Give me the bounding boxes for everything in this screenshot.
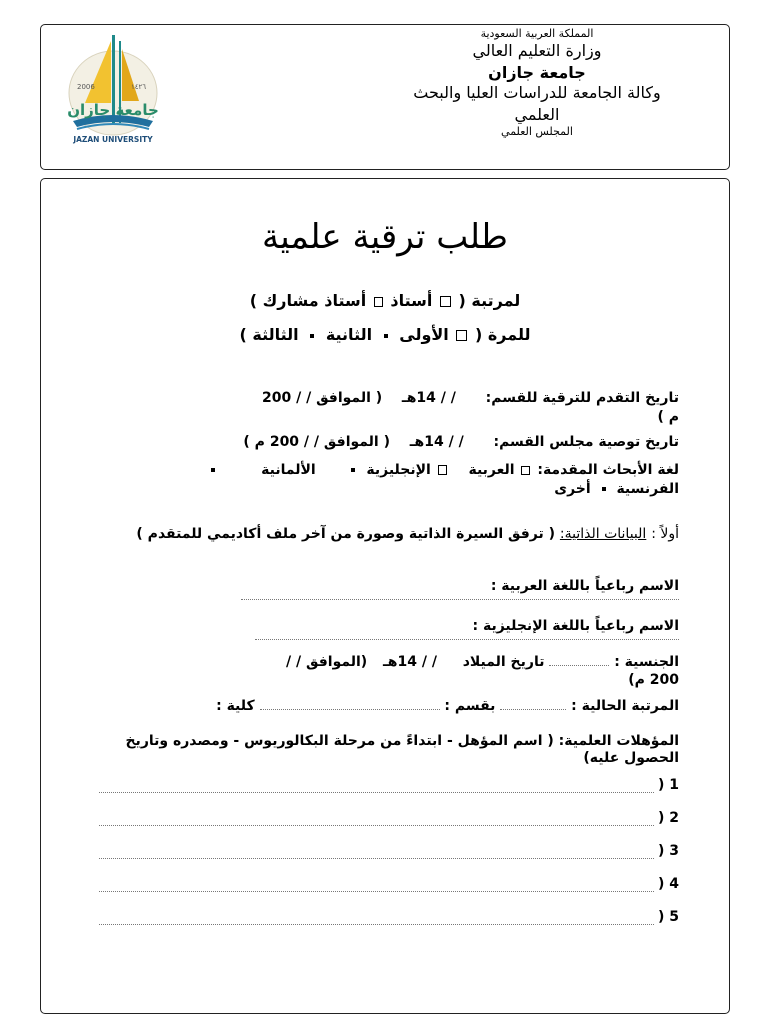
rank-prefix: لمرتبة ( [458, 291, 521, 310]
council-date-greg[interactable]: ( الموافق / / 200 م ) [243, 434, 390, 450]
college-label: كلية : [216, 698, 255, 714]
current-rank-label: المرتبة الحالية : [571, 698, 679, 714]
deanship-line-cont: العلمي [514, 105, 560, 124]
times-second-bullet[interactable] [384, 334, 388, 338]
logo-year-left: 2006 [77, 83, 95, 91]
current-rank-input[interactable] [500, 709, 566, 710]
lang-english-label: الإنجليزية [366, 462, 431, 478]
times-second-label: الثانية [325, 325, 373, 344]
language-label: لغة الأبحاث المقدمة: [537, 462, 679, 478]
apply-date-tail: م ) [657, 409, 679, 425]
times-first-label: الأولى [399, 325, 449, 344]
rank-associate-checkbox[interactable] [374, 297, 383, 307]
name-ar-input-line[interactable] [241, 599, 679, 600]
rank-professor-checkbox[interactable] [440, 296, 451, 307]
qualification-number-5: 5 ( [657, 909, 679, 925]
council-date-hijri[interactable]: / / 14هـ [409, 434, 464, 450]
section1-heading [99, 525, 679, 544]
apply-date-label: تاريخ التقدم للترقية للقسم: [485, 390, 679, 406]
form-box [40, 178, 730, 1014]
nationality-label: الجنسية : [614, 654, 679, 670]
birth-tail: 200 م) [628, 672, 679, 688]
lang-english-checkbox[interactable] [438, 465, 447, 475]
qualification-line-3[interactable] [89, 843, 679, 859]
rank-professor-label: أستاذ [390, 291, 433, 310]
logo-year-right: ١٤٢٦ [131, 83, 147, 91]
dept-label: بقسم : [444, 698, 496, 714]
qualification-number-3: 3 ( [657, 843, 679, 859]
apply-date-row [99, 389, 679, 407]
lang-french-label: الفرنسية [616, 481, 679, 497]
dept-input[interactable] [260, 709, 440, 710]
birth-greg[interactable]: (الموافق / / [286, 654, 368, 670]
current-rank-row [99, 697, 679, 715]
lang-german-bullet[interactable] [351, 468, 355, 472]
rank-row [41, 291, 729, 310]
logo-arabic-text: جامعة جازان [67, 101, 159, 119]
language-row [99, 461, 679, 479]
ministry-line: وزارة التعليم العالي [472, 41, 602, 60]
lang-other-bullet[interactable] [602, 487, 606, 491]
lang-arabic-label: العربية [468, 462, 515, 478]
council-date-row [99, 433, 679, 451]
logo-english-text: JAZAN UNIVERSITY [73, 135, 153, 144]
lang-german-label: الألمانية [261, 462, 316, 478]
birth-hijri[interactable]: / / 14هـ [382, 654, 437, 670]
council-date-label: تاريخ توصية مجلس القسم: [493, 434, 679, 450]
birth-label: تاريخ الميلاد [462, 654, 545, 670]
university-line: جامعة جازان [488, 63, 586, 82]
apply-date-hijri[interactable]: / / 14هـ [401, 390, 456, 406]
times-third-label: الثالثة ) [239, 325, 299, 344]
qualification-line-1[interactable] [89, 777, 679, 793]
lang-french-bullet[interactable] [211, 468, 215, 472]
name-en-label: الاسم رباعياً باللغة الإنجليزية : [472, 618, 679, 634]
deanship-line: وكالة الجامعة للدراسات العليا والبحث [413, 83, 661, 102]
header-box [40, 24, 730, 170]
qualification-number-2: 2 ( [657, 810, 679, 826]
lang-other-label: أخرى [554, 481, 591, 497]
nationality-input[interactable] [549, 665, 609, 666]
university-logo [63, 31, 163, 149]
qualification-line-5[interactable] [89, 909, 679, 925]
times-third-bullet[interactable] [310, 334, 314, 338]
qualification-line-2[interactable] [89, 810, 679, 826]
section1-number: أولاً : [651, 526, 679, 542]
lang-arabic-checkbox[interactable] [521, 466, 530, 475]
qualification-number-1: 1 ( [657, 777, 679, 793]
times-prefix: للمرة ( [474, 325, 531, 344]
qualification-line-4[interactable] [89, 876, 679, 892]
qualifications-label: المؤهلات العلمية: ( اسم المؤهل - ابتداءً من مرحلة البكالوريوس - ومصدره وتاريخ الحصول عليه) [125, 733, 679, 766]
times-first-checkbox[interactable] [456, 330, 467, 341]
rank-associate-label: أستاذ مشارك ) [249, 291, 367, 310]
kingdom-line: المملكة العربية السعودية [480, 27, 594, 40]
qualification-number-4: 4 ( [657, 876, 679, 892]
form-title: طلب ترقية علمية [262, 217, 508, 257]
language-row-2 [99, 480, 679, 498]
nationality-row [99, 653, 679, 671]
council-line: المجلس العلمي [501, 125, 573, 138]
section1-title: البيانات الذاتية: [559, 526, 647, 542]
name-en-input-line[interactable] [255, 639, 679, 640]
apply-date-greg[interactable]: ( الموافق / / 200 [261, 390, 383, 406]
section1-note: ( ترفق السيرة الذاتية وصورة من آخر ملف أكاديمي للمتقدم ) [136, 526, 556, 542]
times-row [41, 325, 729, 344]
name-ar-label: الاسم رباعياً باللغة العربية : [490, 578, 679, 594]
